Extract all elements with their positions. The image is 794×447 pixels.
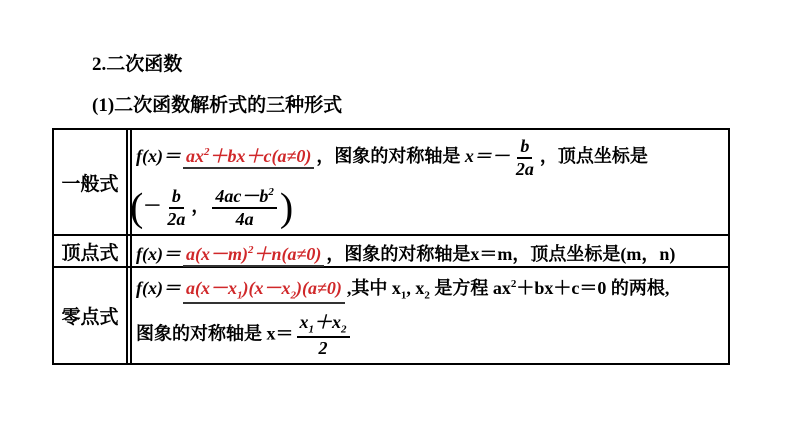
vertex-minus: － <box>143 195 162 216</box>
table-row-vertex <box>53 235 729 267</box>
axis-text: ，图象的对称轴是 <box>316 145 461 166</box>
vertex-x-fraction: $\frac{b}{2a}$ <box>167 186 186 229</box>
axis-fraction: $\frac{b}{2a}$ <box>515 136 534 179</box>
vertex-form-text: ，图象的对称轴是x＝m，顶点坐标是(m，n) <box>326 244 676 264</box>
subsection-heading: (1)二次函数解析式的三种形式 <box>92 95 343 116</box>
left-paren: ( <box>130 184 144 230</box>
content-vertex-form <box>127 235 729 267</box>
label-zero-form: 零点式 <box>53 267 127 364</box>
label-vertex-form: 顶点式 <box>53 235 127 267</box>
vertex-form-line <box>136 240 675 267</box>
table-row-general <box>53 129 729 235</box>
table-row-zero <box>53 267 729 364</box>
fx-label: f(x)＝ <box>136 244 181 264</box>
content-general-form <box>127 129 729 235</box>
zero-form-line-2 <box>136 312 353 359</box>
vertex-text: ，顶点坐标是 <box>539 145 648 166</box>
zero-axis-text: 图象的对称轴是 x＝ <box>136 323 294 344</box>
fill-in-answer: $a(x-m)^2+n(a\ne 0)$ <box>183 244 324 267</box>
zero-axis-fraction: $\frac{x_1+x_2}{2}$ <box>297 312 350 359</box>
vertex-y-fraction: $\frac{4ac-b^2}{4a}$ <box>212 186 277 229</box>
content-zero-form <box>127 267 729 364</box>
fill-in-answer: $ax^2+bx+c(a\ne 0)$ <box>183 146 314 169</box>
fx-label: f(x)＝ <box>136 145 181 166</box>
fill-in-answer: $a(x-x_1)(x-x_2)(a\ne 0)$ <box>183 279 345 304</box>
general-form-line-2 <box>130 186 293 229</box>
fx-label: f(x)＝ <box>136 278 181 298</box>
roots-text: ,其中 $x_1$, $x_2$ 是方程 $ax^2+bx+c=0$ 的两根, <box>346 278 670 302</box>
zero-form-line-1 <box>136 274 669 304</box>
vertex-comma: ， <box>191 195 210 216</box>
section-heading: 2.二次函数 <box>92 54 183 75</box>
label-general-form: 一般式 <box>53 129 127 235</box>
general-form-line-1 <box>136 136 648 179</box>
forms-table <box>52 128 730 365</box>
axis-equation: x＝－ <box>464 145 510 166</box>
right-paren: ) <box>279 184 294 230</box>
